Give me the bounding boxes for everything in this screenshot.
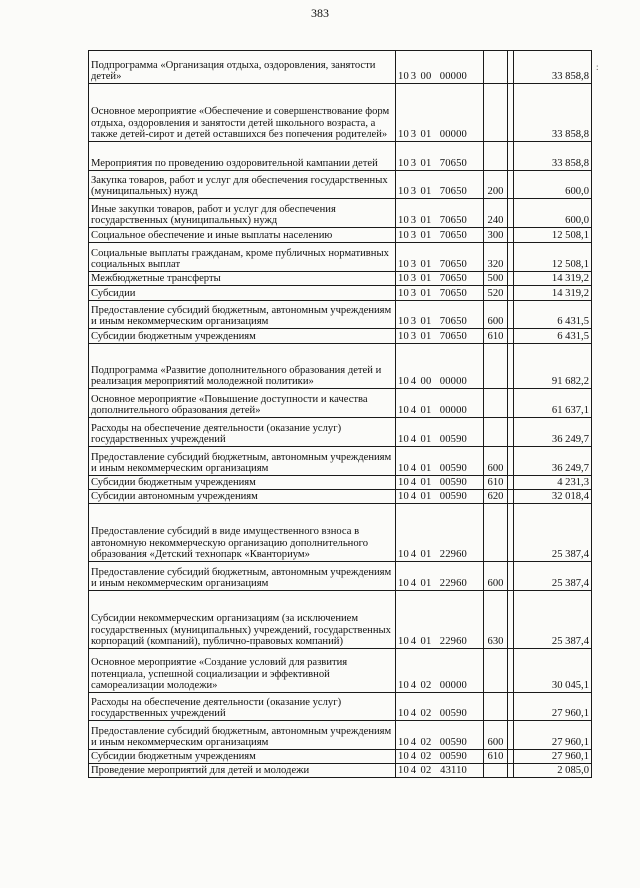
code-section: 10 bbox=[398, 273, 409, 285]
code-program: 01 bbox=[420, 549, 432, 561]
row-expense-type bbox=[484, 418, 508, 447]
row-name: Предоставление субсидий бюджетным, автономным учреждениям и иным некоммерческим организациям bbox=[89, 721, 396, 750]
row-name: Мероприятия по проведению оздоровительной кампании детей bbox=[89, 142, 396, 171]
row-name: Предоставление субсидий в виде имущественного взноса в автономную некоммерческую организацию дополнительного образования «Детский технопарк «Кванториум» bbox=[89, 504, 396, 562]
row-amount: 14 319,2 bbox=[514, 286, 592, 301]
code-direction: 70650 bbox=[439, 186, 467, 198]
row-name: Предоставление субсидий бюджетным, автономным учреждениям и иным некоммерческим организациям bbox=[89, 447, 396, 476]
code-subsection: 3 bbox=[410, 259, 417, 271]
code-program: 02 bbox=[420, 708, 432, 720]
code-section: 10 bbox=[398, 680, 409, 692]
row-expense-type bbox=[484, 142, 508, 171]
code-direction: 00590 bbox=[439, 737, 467, 749]
code-subsection: 4 bbox=[410, 578, 417, 590]
code-program: 01 bbox=[420, 230, 432, 242]
row-name: Субсидии некоммерческим организациям (за исключением государственных (муниципальных) учреждений, государственных корпораций (компаний), публично-правовых компаний) bbox=[89, 591, 396, 649]
row-code bbox=[396, 750, 484, 764]
row-code bbox=[396, 171, 484, 199]
row-amount: 32 018,4 bbox=[514, 490, 592, 504]
code-direction: 70650 bbox=[439, 230, 467, 242]
code-direction: 00000 bbox=[439, 376, 467, 388]
code-subsection: 4 bbox=[410, 737, 417, 749]
budget-table bbox=[88, 50, 592, 778]
code-direction: 70650 bbox=[439, 316, 467, 328]
code-subsection: 4 bbox=[410, 708, 417, 720]
code-program: 00 bbox=[420, 71, 432, 83]
row-expense-type: 610 bbox=[484, 329, 508, 344]
row-expense-type: 320 bbox=[484, 243, 508, 272]
code-subsection: 3 bbox=[410, 316, 417, 328]
table-row bbox=[89, 228, 592, 243]
row-code bbox=[396, 562, 484, 591]
row-amount: 91 682,2 bbox=[514, 344, 592, 389]
table-row bbox=[89, 243, 592, 272]
code-direction: 00590 bbox=[439, 434, 467, 446]
row-amount: 14 319,2 bbox=[514, 272, 592, 286]
code-program: 01 bbox=[420, 434, 432, 446]
row-expense-type: 600 bbox=[484, 447, 508, 476]
table-row bbox=[89, 721, 592, 750]
table-row bbox=[89, 199, 592, 228]
row-amount: 25 387,4 bbox=[514, 562, 592, 591]
code-subsection: 4 bbox=[410, 405, 417, 417]
table-row bbox=[89, 272, 592, 286]
code-section: 10 bbox=[398, 578, 409, 590]
row-expense-type bbox=[484, 764, 508, 778]
code-subsection: 3 bbox=[410, 129, 417, 141]
code-direction: 70650 bbox=[439, 158, 467, 170]
code-section: 10 bbox=[398, 405, 409, 417]
table-row bbox=[89, 84, 592, 142]
table-row bbox=[89, 562, 592, 591]
row-name: Основное мероприятие «Создание условий для развития потенциала, успешной социализации и эффективной самореализации молодежи» bbox=[89, 649, 396, 693]
code-subsection: 4 bbox=[410, 636, 417, 648]
code-subsection: 4 bbox=[410, 549, 417, 561]
code-direction: 00590 bbox=[439, 463, 467, 475]
row-name: Расходы на обеспечение деятельности (оказание услуг) государственных учреждений bbox=[89, 693, 396, 721]
row-amount: 33 858,8 bbox=[514, 142, 592, 171]
row-amount: 27 960,1 bbox=[514, 693, 592, 721]
table-row bbox=[89, 142, 592, 171]
row-name: Социальные выплаты гражданам, кроме публичных нормативных социальных выплат bbox=[89, 243, 396, 272]
row-amount: 25 387,4 bbox=[514, 504, 592, 562]
code-program: 01 bbox=[420, 491, 432, 503]
code-direction: 00590 bbox=[439, 751, 467, 763]
row-name: Основное мероприятие «Повышение доступности и качества дополнительного образования детей» bbox=[89, 389, 396, 418]
row-amount: 36 249,7 bbox=[514, 418, 592, 447]
row-expense-type bbox=[484, 504, 508, 562]
row-amount: 36 249,7 bbox=[514, 447, 592, 476]
table-row bbox=[89, 171, 592, 199]
code-section: 10 bbox=[398, 376, 409, 388]
code-subsection: 4 bbox=[410, 680, 417, 692]
row-name: Социальное обеспечение и иные выплаты населению bbox=[89, 228, 396, 243]
code-direction: 00590 bbox=[439, 491, 467, 503]
row-expense-type: 600 bbox=[484, 562, 508, 591]
code-direction: 22960 bbox=[439, 636, 467, 648]
code-subsection: 3 bbox=[410, 331, 417, 343]
table-row bbox=[89, 490, 592, 504]
code-section: 10 bbox=[398, 316, 409, 328]
row-amount: 2 085,0 bbox=[514, 764, 592, 778]
table-row bbox=[89, 389, 592, 418]
code-subsection: 3 bbox=[410, 71, 417, 83]
row-amount: 6 431,5 bbox=[514, 329, 592, 344]
code-section: 10 bbox=[398, 549, 409, 561]
code-section: 10 bbox=[398, 288, 409, 300]
code-program: 01 bbox=[420, 463, 432, 475]
code-subsection: 3 bbox=[410, 158, 417, 170]
table-row bbox=[89, 476, 592, 490]
table-row bbox=[89, 764, 592, 778]
code-section: 10 bbox=[398, 331, 409, 343]
row-amount: 12 508,1 bbox=[514, 243, 592, 272]
page-number: 383 bbox=[311, 6, 329, 20]
code-direction: 70650 bbox=[439, 259, 467, 271]
row-expense-type bbox=[484, 389, 508, 418]
table-row bbox=[89, 649, 592, 693]
row-amount: 33 858,8 bbox=[514, 51, 592, 84]
code-direction: 00590 bbox=[439, 477, 467, 489]
row-name: Предоставление субсидий бюджетным, автономным учреждениям и иным некоммерческим организациям bbox=[89, 562, 396, 591]
row-amount: 27 960,1 bbox=[514, 721, 592, 750]
code-direction: 70650 bbox=[439, 331, 467, 343]
code-section: 10 bbox=[398, 636, 409, 648]
row-name: Субсидии bbox=[89, 286, 396, 301]
code-section: 10 bbox=[398, 71, 409, 83]
code-program: 01 bbox=[420, 405, 432, 417]
code-subsection: 3 bbox=[410, 230, 417, 242]
row-code bbox=[396, 693, 484, 721]
row-amount: 4 231,3 bbox=[514, 476, 592, 490]
code-section: 10 bbox=[398, 708, 409, 720]
code-direction: 70650 bbox=[439, 273, 467, 285]
code-program: 01 bbox=[420, 477, 432, 489]
table-row bbox=[89, 51, 592, 84]
code-subsection: 4 bbox=[410, 477, 417, 489]
code-section: 10 bbox=[398, 158, 409, 170]
row-amount: 33 858,8 bbox=[514, 84, 592, 142]
code-section: 10 bbox=[398, 477, 409, 489]
code-section: 10 bbox=[398, 129, 409, 141]
code-section: 10 bbox=[398, 259, 409, 271]
code-section: 10 bbox=[398, 491, 409, 503]
row-name: Расходы на обеспечение деятельности (оказание услуг) государственных учреждений bbox=[89, 418, 396, 447]
row-amount: 600,0 bbox=[514, 199, 592, 228]
row-code bbox=[396, 51, 484, 84]
row-expense-type: 300 bbox=[484, 228, 508, 243]
code-section: 10 bbox=[398, 186, 409, 198]
row-expense-type bbox=[484, 344, 508, 389]
code-program: 01 bbox=[420, 259, 432, 271]
row-expense-type: 500 bbox=[484, 272, 508, 286]
row-amount: 12 508,1 bbox=[514, 228, 592, 243]
code-program: 01 bbox=[420, 288, 432, 300]
row-code bbox=[396, 329, 484, 344]
row-name: Субсидии автономным учреждениям bbox=[89, 490, 396, 504]
row-code bbox=[396, 84, 484, 142]
row-expense-type: 600 bbox=[484, 301, 508, 329]
table-row bbox=[89, 418, 592, 447]
row-code bbox=[396, 228, 484, 243]
code-subsection: 4 bbox=[410, 491, 417, 503]
row-code bbox=[396, 344, 484, 389]
row-code bbox=[396, 764, 484, 778]
code-program: 01 bbox=[420, 331, 432, 343]
row-amount: 600,0 bbox=[514, 171, 592, 199]
row-name: Иные закупки товаров, работ и услуг для обеспечения государственных (муниципальных) нужд bbox=[89, 199, 396, 228]
row-expense-type: 200 bbox=[484, 171, 508, 199]
row-expense-type: 600 bbox=[484, 721, 508, 750]
row-expense-type bbox=[484, 649, 508, 693]
row-amount: 25 387,4 bbox=[514, 591, 592, 649]
row-name: Межбюджетные трансферты bbox=[89, 272, 396, 286]
row-code bbox=[396, 649, 484, 693]
row-expense-type: 630 bbox=[484, 591, 508, 649]
table-row bbox=[89, 447, 592, 476]
table-row bbox=[89, 750, 592, 764]
row-code bbox=[396, 447, 484, 476]
row-expense-type: 520 bbox=[484, 286, 508, 301]
table-row bbox=[89, 693, 592, 721]
row-code bbox=[396, 272, 484, 286]
code-direction: 22960 bbox=[439, 549, 467, 561]
row-code bbox=[396, 721, 484, 750]
row-expense-type bbox=[484, 84, 508, 142]
table-row bbox=[89, 504, 592, 562]
row-code bbox=[396, 301, 484, 329]
row-name: Подпрограмма «Развитие дополнительного образования детей и реализация мероприятий молодежной политики» bbox=[89, 344, 396, 389]
code-direction: 00000 bbox=[439, 71, 467, 83]
row-name: Закупка товаров, работ и услуг для обеспечения государственных (муниципальных) нужд bbox=[89, 171, 396, 199]
code-section: 10 bbox=[398, 463, 409, 475]
row-code bbox=[396, 142, 484, 171]
row-code bbox=[396, 418, 484, 447]
row-code bbox=[396, 389, 484, 418]
row-code bbox=[396, 286, 484, 301]
table-row bbox=[89, 329, 592, 344]
row-amount: 6 431,5 bbox=[514, 301, 592, 329]
code-program: 01 bbox=[420, 578, 432, 590]
code-program: 01 bbox=[420, 129, 432, 141]
code-program: 02 bbox=[420, 751, 432, 763]
row-expense-type: 610 bbox=[484, 476, 508, 490]
table-row bbox=[89, 591, 592, 649]
row-code bbox=[396, 504, 484, 562]
row-name: Подпрограмма «Организация отдыха, оздоровления, занятости детей» bbox=[89, 51, 396, 84]
row-code bbox=[396, 199, 484, 228]
code-section: 10 bbox=[398, 230, 409, 242]
code-section: 10 bbox=[398, 737, 409, 749]
code-subsection: 4 bbox=[410, 376, 417, 388]
code-program: 01 bbox=[420, 215, 432, 227]
row-amount: 30 045,1 bbox=[514, 649, 592, 693]
row-name: Основное мероприятие «Обеспечение и совершенствование форм отдыха, оздоровления и занятости детей школьного возраста, а также детей-сирот и детей оставшихся без попечения родителей» bbox=[89, 84, 396, 142]
code-direction: 70650 bbox=[439, 288, 467, 300]
code-section: 10 bbox=[398, 765, 409, 777]
code-program: 02 bbox=[420, 737, 432, 749]
code-program: 02 bbox=[420, 765, 432, 777]
code-subsection: 3 bbox=[410, 273, 417, 285]
table-row bbox=[89, 301, 592, 329]
code-direction: 00000 bbox=[439, 405, 467, 417]
code-subsection: 4 bbox=[410, 434, 417, 446]
row-code bbox=[396, 591, 484, 649]
row-expense-type: 620 bbox=[484, 490, 508, 504]
code-program: 01 bbox=[420, 636, 432, 648]
code-direction: 22960 bbox=[439, 578, 467, 590]
code-direction: 70650 bbox=[439, 215, 467, 227]
code-program: 01 bbox=[420, 186, 432, 198]
code-subsection: 4 bbox=[410, 463, 417, 475]
code-program: 01 bbox=[420, 158, 432, 170]
row-code bbox=[396, 243, 484, 272]
row-name: Проведение мероприятий для детей и молодежи bbox=[89, 764, 396, 778]
code-direction: 00000 bbox=[439, 129, 467, 141]
row-name: Субсидии бюджетным учреждениям bbox=[89, 329, 396, 344]
code-program: 01 bbox=[420, 316, 432, 328]
row-name: Предоставление субсидий бюджетным, автономным учреждениям и иным некоммерческим организациям bbox=[89, 301, 396, 329]
row-code bbox=[396, 490, 484, 504]
code-program: 01 bbox=[420, 273, 432, 285]
code-direction: 00590 bbox=[439, 708, 467, 720]
row-amount: 27 960,1 bbox=[514, 750, 592, 764]
code-subsection: 3 bbox=[410, 215, 417, 227]
table-row bbox=[89, 344, 592, 389]
row-name: Субсидии бюджетным учреждениям bbox=[89, 750, 396, 764]
table-row bbox=[89, 286, 592, 301]
code-direction: 43110 bbox=[440, 765, 467, 777]
row-amount: 61 637,1 bbox=[514, 389, 592, 418]
row-expense-type: 240 bbox=[484, 199, 508, 228]
code-program: 00 bbox=[420, 376, 432, 388]
code-direction: 00000 bbox=[439, 680, 467, 692]
code-program: 02 bbox=[420, 680, 432, 692]
code-subsection: 4 bbox=[410, 765, 417, 777]
code-section: 10 bbox=[398, 751, 409, 763]
code-subsection: 3 bbox=[410, 186, 417, 198]
code-section: 10 bbox=[398, 215, 409, 227]
margin-mark: : bbox=[596, 62, 599, 72]
row-expense-type: 610 bbox=[484, 750, 508, 764]
code-subsection: 4 bbox=[410, 751, 417, 763]
row-expense-type bbox=[484, 51, 508, 84]
code-subsection: 3 bbox=[410, 288, 417, 300]
row-expense-type bbox=[484, 693, 508, 721]
row-code bbox=[396, 476, 484, 490]
row-name: Субсидии бюджетным учреждениям bbox=[89, 476, 396, 490]
code-section: 10 bbox=[398, 434, 409, 446]
